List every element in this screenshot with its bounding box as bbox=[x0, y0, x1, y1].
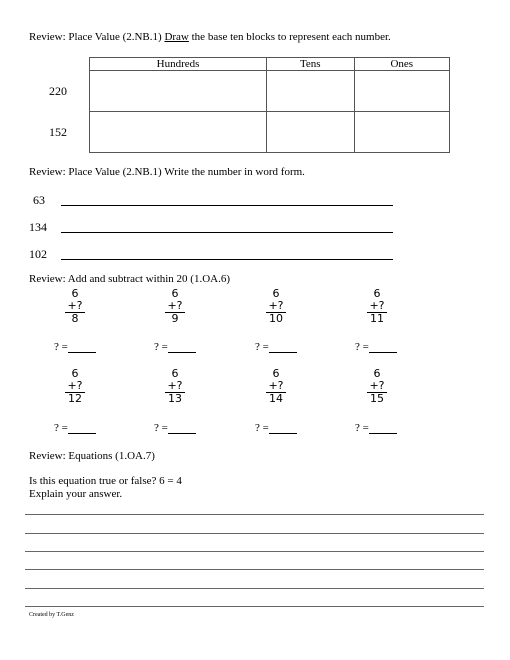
table-cell[interactable] bbox=[90, 71, 267, 112]
problem-top-number: 6 bbox=[373, 287, 381, 300]
table-cell[interactable] bbox=[90, 112, 267, 153]
writing-line[interactable] bbox=[25, 588, 484, 589]
column-header-hundreds: Hundreds bbox=[90, 58, 267, 71]
table-cell[interactable] bbox=[267, 71, 354, 112]
answer-line[interactable] bbox=[61, 259, 393, 260]
answer-label: ? = bbox=[54, 422, 68, 434]
problem-top-number: 6 bbox=[71, 367, 79, 380]
problem-addend: +? bbox=[268, 379, 284, 392]
problem-top-number: 6 bbox=[272, 367, 280, 380]
answer-label: ? = bbox=[154, 422, 168, 434]
writing-line[interactable] bbox=[25, 551, 484, 552]
equation-question: Is this equation true or false? 6 = 4 bbox=[29, 475, 182, 487]
problem-addend: +? bbox=[268, 299, 284, 312]
word-form-number: 102 bbox=[29, 247, 47, 261]
section1-heading-prefix: Review: Place Value (2.NB.1) bbox=[29, 31, 165, 43]
answer-label: ? = bbox=[355, 422, 369, 434]
table-row bbox=[90, 71, 450, 112]
section1-heading-suffix: the base ten blocks to represent each number. bbox=[188, 31, 391, 43]
problem-top-number: 6 bbox=[373, 367, 381, 380]
column-header-ones: Ones bbox=[354, 58, 450, 71]
problem-addend: +? bbox=[67, 379, 83, 392]
section1-heading-draw: Draw bbox=[164, 31, 189, 43]
problem-addend: +? bbox=[67, 299, 83, 312]
problem-sum: 10 bbox=[269, 312, 283, 325]
writing-line[interactable] bbox=[25, 514, 484, 515]
answer-label: ? = bbox=[54, 341, 68, 353]
problem-addend: +? bbox=[369, 299, 385, 312]
answer-label: ? = bbox=[255, 341, 269, 353]
problem-sum: 13 bbox=[168, 392, 182, 405]
place-value-table bbox=[89, 57, 450, 153]
answer-blank[interactable] bbox=[154, 341, 196, 353]
addition-problem bbox=[362, 368, 392, 405]
problem-top-number: 6 bbox=[272, 287, 280, 300]
answer-label: ? = bbox=[154, 341, 168, 353]
writing-line[interactable] bbox=[25, 533, 484, 534]
answer-blank[interactable] bbox=[54, 422, 96, 434]
row-label: 220 bbox=[49, 84, 67, 98]
answer-blank[interactable] bbox=[154, 422, 196, 434]
answer-blank[interactable] bbox=[255, 422, 297, 434]
writing-line[interactable] bbox=[25, 606, 484, 607]
answer-blank[interactable] bbox=[54, 341, 96, 353]
addition-problem bbox=[261, 288, 291, 325]
problem-addend: +? bbox=[167, 299, 183, 312]
explain-prompt: Explain your answer. bbox=[29, 488, 123, 500]
answer-label: ? = bbox=[255, 422, 269, 434]
addition-problem bbox=[261, 368, 291, 405]
answer-blank[interactable] bbox=[255, 341, 297, 353]
problem-sum: 15 bbox=[370, 392, 384, 405]
addition-problem bbox=[60, 288, 90, 325]
problem-top-number: 6 bbox=[171, 367, 179, 380]
answer-blank[interactable] bbox=[355, 422, 397, 434]
answer-line[interactable] bbox=[61, 232, 393, 233]
addition-problem bbox=[160, 368, 190, 405]
section4-heading: Review: Equations (1.OA.7) bbox=[29, 450, 155, 462]
row-label: 152 bbox=[49, 125, 67, 139]
problem-top-number: 6 bbox=[71, 287, 79, 300]
answer-line[interactable] bbox=[61, 205, 393, 206]
addition-problem bbox=[362, 288, 392, 325]
problem-top-number: 6 bbox=[171, 287, 179, 300]
table-cell[interactable] bbox=[354, 112, 450, 153]
section3-heading: Review: Add and subtract within 20 (1.OA.6) bbox=[29, 273, 231, 285]
answer-blank[interactable] bbox=[355, 341, 397, 353]
problem-sum: 11 bbox=[370, 312, 384, 325]
word-form-number: 134 bbox=[29, 220, 47, 234]
section1-heading bbox=[29, 31, 391, 43]
answer-label: ? = bbox=[355, 341, 369, 353]
table-cell[interactable] bbox=[267, 112, 354, 153]
table-cell[interactable] bbox=[354, 71, 450, 112]
problem-sum: 14 bbox=[269, 392, 283, 405]
section2-heading: Review: Place Value (2.NB.1) Write the number in word form. bbox=[29, 166, 305, 178]
addition-problem bbox=[160, 288, 190, 325]
writing-line[interactable] bbox=[25, 569, 484, 570]
footer-credit: Created by T.Genz bbox=[29, 612, 74, 618]
problem-addend: +? bbox=[167, 379, 183, 392]
addition-problem bbox=[60, 368, 90, 405]
column-header-tens: Tens bbox=[267, 58, 354, 71]
problem-sum: 12 bbox=[68, 392, 82, 405]
table-row bbox=[90, 112, 450, 153]
word-form-number: 63 bbox=[33, 193, 45, 207]
problem-addend: +? bbox=[369, 379, 385, 392]
problem-sum: 9 bbox=[171, 312, 179, 325]
problem-sum: 8 bbox=[71, 312, 79, 325]
